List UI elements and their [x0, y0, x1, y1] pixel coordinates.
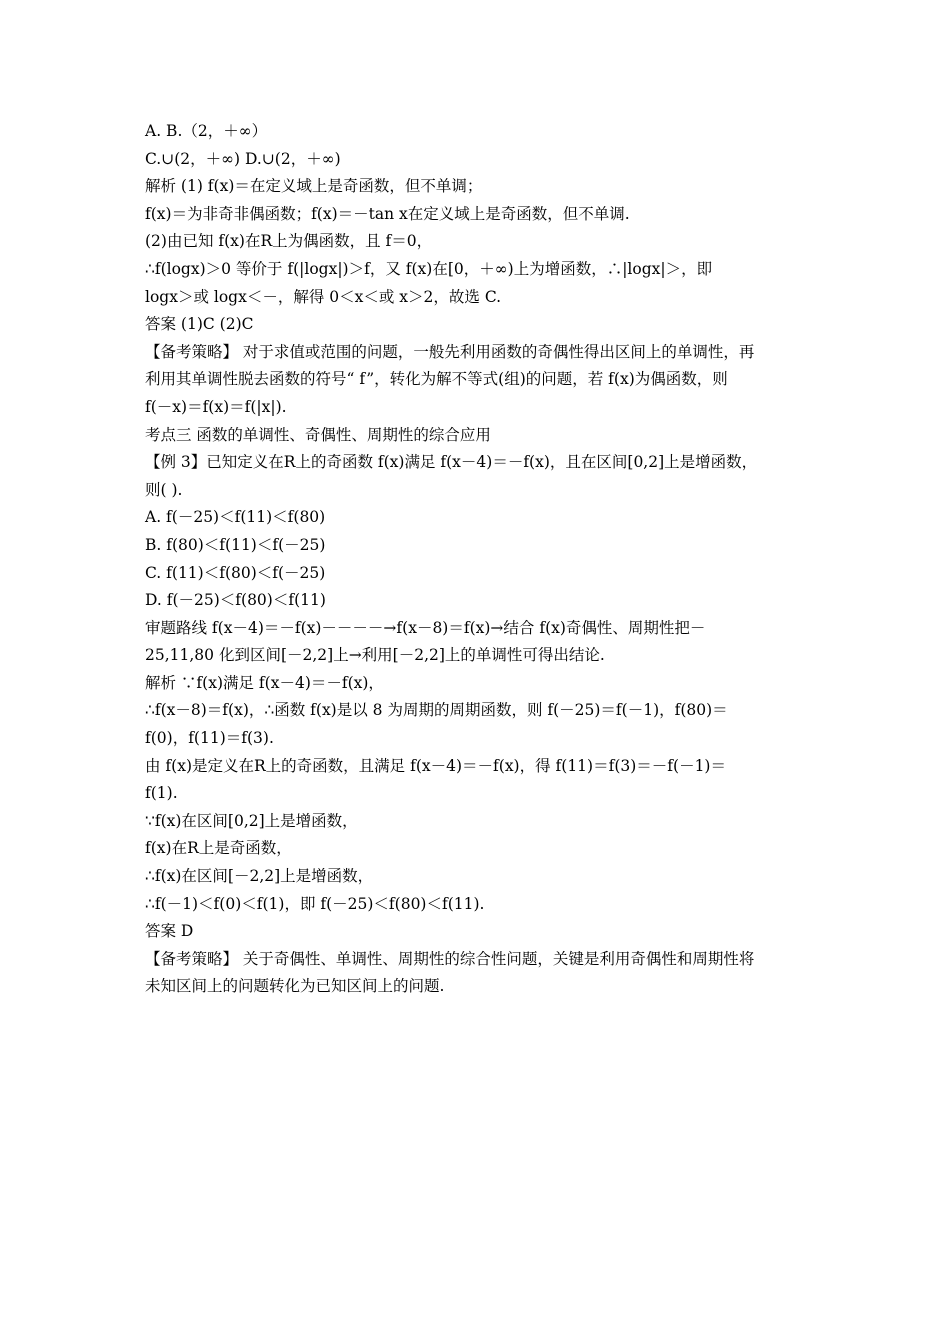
choice-d: D. f(－25)＜f(80)＜f(11) — [145, 591, 326, 610]
strategy-line: 【备考策略】 对于求值或范围的问题，一般先利用函数的奇偶性得出区间上的单调性，再 — [145, 342, 755, 361]
solution-line: 解析 ∵f(x)满足 f(x－4)＝－f(x)， — [145, 673, 384, 692]
choice-a: A. f(－25)＜f(11)＜f(80) — [145, 508, 326, 527]
answer-line: 答案 D — [145, 922, 194, 941]
route-line: 25,11,80 化到区间[－2,2]上→利用[－2,2]上的单调性可得出结论. — [145, 646, 605, 665]
solution-line: f(x)在R上是奇函数， — [145, 839, 292, 858]
option-line-cd: C.∪(2，＋∞) D.∪(2，＋∞) — [145, 149, 341, 168]
choice-c: C. f(11)＜f(80)＜f(－25) — [145, 563, 326, 582]
section-heading: 考点三 函数的单调性、奇偶性、周期性的综合应用 — [145, 425, 491, 444]
example-question: 【例 3】已知定义在R上的奇函数 f(x)满足 f(x－4)＝－f(x)，且在区间[0,2]上是增函数， — [145, 453, 758, 472]
strategy-line: f(－x)＝f(x)＝f(|x|). — [145, 397, 287, 416]
analysis-line: 解析 (1) f(x)＝在定义域上是奇函数，但不单调； — [145, 177, 483, 196]
solution-line: ∴f(x)在区间[－2,2]上是增函数， — [145, 867, 374, 886]
solution-line: ∵f(x)在区间[0,2]上是增函数， — [145, 811, 358, 830]
route-line: 审题路线 f(x－4)＝－f(x)－－－－→f(x－8)＝f(x)→结合 f(x)奇偶性、周期性把－ — [145, 618, 706, 637]
strategy-line: 利用其单调性脱去函数的符号“ f”，转化为解不等式(组)的问题，若 f(x)为偶函数，则 — [145, 370, 728, 389]
analysis-line: logx＞或 logx＜－，解得 0＜x＜或 x＞2，故选 C. — [145, 287, 502, 306]
choice-b: B. f(80)＜f(11)＜f(－25) — [145, 535, 326, 554]
strategy-line: 【备考策略】 关于奇偶性、单调性、周期性的综合性问题，关键是利用奇偶性和周期性将 — [145, 949, 755, 968]
strategy-line: 未知区间上的问题转化为已知区间上的问题. — [145, 977, 445, 996]
analysis-line: f(x)＝为非奇非偶函数；f(x)＝－tan x在定义域上是奇函数，但不单调. — [145, 204, 630, 223]
solution-line: f(0)，f(11)＝f(3). — [145, 729, 274, 748]
solution-line: 由 f(x)是定义在R上的奇函数，且满足 f(x－4)＝－f(x)，得 f(11)＝f(3)＝－f(－1)＝ — [145, 756, 726, 775]
analysis-line: (2)由已知 f(x)在R上为偶函数，且 f＝0， — [145, 232, 433, 251]
solution-line: ∴f(－1)＜f(0)＜f(1)，即 f(－25)＜f(80)＜f(11). — [145, 894, 485, 913]
solution-line: ∴f(x－8)＝f(x)，∴函数 f(x)是以 8 为周期的周期函数，则 f(－25)＝f(－1)，f(80)＝ — [145, 701, 728, 720]
analysis-line: ∴f(logx)＞0 等价于 f(|logx|)＞f，又 f(x)在[0，＋∞)上为增函数，∴|logx|＞，即 — [145, 259, 713, 278]
option-line-ab: A. B.（2，＋∞） — [145, 122, 268, 140]
solution-line: f(1). — [145, 784, 178, 803]
answer-line: 答案 (1)C (2)C — [145, 315, 254, 334]
document-body — [145, 118, 825, 1001]
example-question: 则( ). — [145, 480, 183, 499]
